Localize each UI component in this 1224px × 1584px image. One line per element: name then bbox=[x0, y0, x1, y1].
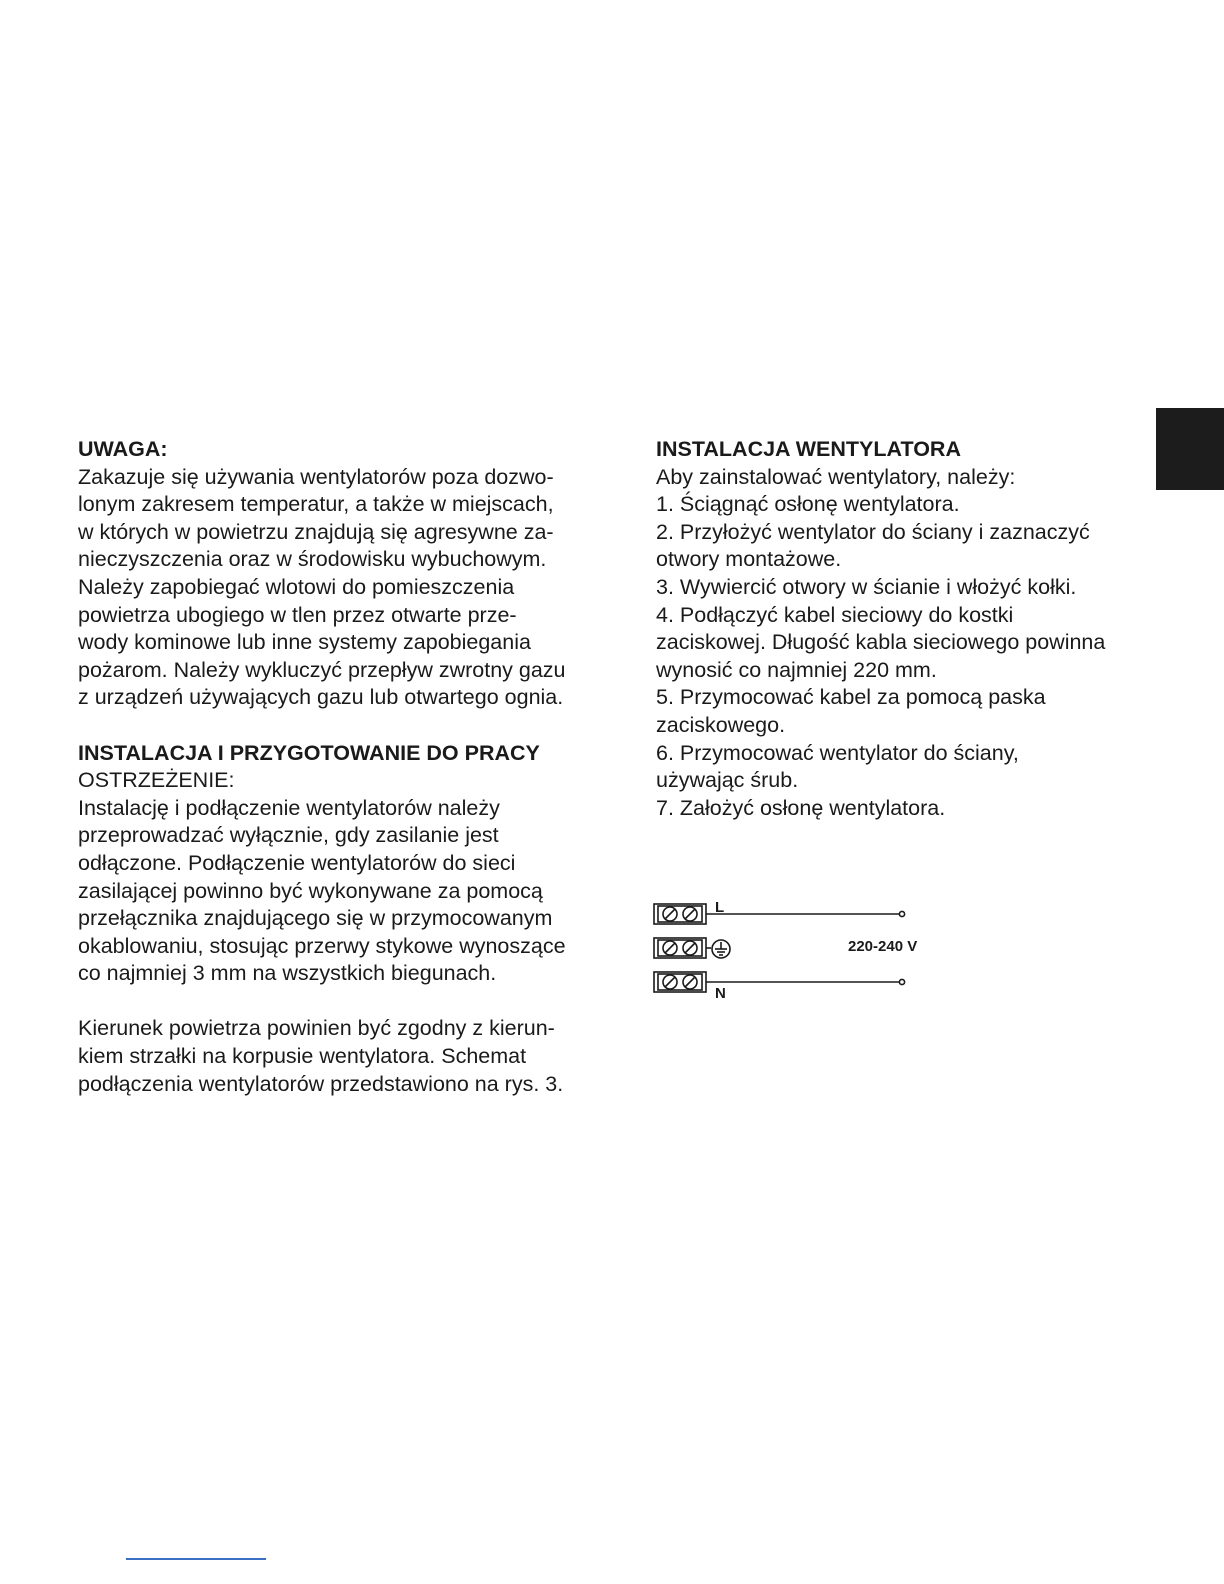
warning-line: Instalację i podłączenie wentylatorów należy bbox=[78, 795, 500, 820]
instruction-line: 3. Wywiercić otwory w ścianie i włożyć kołki. bbox=[656, 574, 1077, 599]
instruction-line: 4. Podłączyć kabel sieciowy do kostki bbox=[656, 602, 1014, 627]
terminal-ground bbox=[654, 938, 706, 958]
uwaga-line: wody kominowe lub inne systemy zapobiegania bbox=[78, 630, 531, 655]
ground-icon bbox=[706, 940, 730, 958]
left-column bbox=[78, 436, 623, 1098]
instruction-line: 1. Ściągnąć osłonę wentylatora. bbox=[656, 492, 960, 517]
uwaga-line: w których w powietrzu znajdują się agresywne za- bbox=[78, 519, 554, 544]
instruction-line: zaciskowej. Długość kabla sieciowego powinna bbox=[656, 630, 1106, 655]
uwaga-line: nieczyszczenia oraz w środowisku wybuchowym. bbox=[78, 547, 547, 572]
fan-install-heading: INSTALACJA WENTYLATORA bbox=[656, 437, 961, 461]
uwaga-line: Należy zapobiegać wlotowi do pomieszczenia bbox=[78, 574, 515, 599]
warning-line: odłączone. Podłączenie wentylatorów do sieci bbox=[78, 850, 516, 875]
warning-line: co najmniej 3 mm na wszystkich biegunach. bbox=[78, 961, 497, 986]
wire-n-end bbox=[899, 979, 904, 984]
uwaga-line: pożarom. Należy wykluczyć przepływ zwrotny gazu bbox=[78, 657, 566, 682]
instruction-line: 5. Przymocować kabel za pomocą paska bbox=[656, 685, 1046, 710]
instruction-line: 7. Założyć osłonę wentylatora. bbox=[656, 795, 946, 820]
airflow-line: podłączenia wentylatorów przedstawiono na rys. 3. bbox=[78, 1071, 564, 1096]
right-column bbox=[656, 436, 1176, 822]
instruction-line: używając śrub. bbox=[656, 768, 799, 793]
instruction-line: zaciskowego. bbox=[656, 712, 786, 737]
wire-l-end bbox=[899, 911, 904, 916]
warning-line: zasilającej powinno być wykonywane za pomocą bbox=[78, 878, 543, 903]
warning-line: przełącznika znajdującego się w przymocowanym bbox=[78, 906, 553, 931]
terminal-l bbox=[654, 904, 706, 924]
instruction-line: otwory montażowe. bbox=[656, 547, 842, 572]
instruction-line: Aby zainstalować wentylatory, należy: bbox=[656, 464, 1016, 489]
terminal-n bbox=[654, 972, 706, 992]
warning-line: przeprowadzać wyłącznie, gdy zasilanie jest bbox=[78, 823, 499, 848]
uwaga-line: lonym zakresem temperatur, a także w miejscach, bbox=[78, 492, 554, 517]
uwaga-line: powietrza ubogiego w tlen przez otwarte prze- bbox=[78, 602, 517, 627]
wiring-diagram-svg bbox=[648, 892, 938, 1007]
instruction-line: 2. Przyłożyć wentylator do ściany i zaznaczyć bbox=[656, 519, 1090, 544]
uwaga-line: z urządzeń używających gazu lub otwartego ognia. bbox=[78, 685, 564, 710]
voltage-label: 220-240 V bbox=[848, 938, 918, 955]
uwaga-line: Zakazuje się używania wentylatorów poza dozwo- bbox=[78, 464, 554, 489]
airflow-line: kiem strzałki na korpusie wentylatora. Schemat bbox=[78, 1044, 527, 1069]
label-l: L bbox=[715, 899, 725, 916]
uwaga-heading: UWAGA: bbox=[78, 437, 168, 461]
footer-link-underline bbox=[126, 1558, 266, 1560]
install-heading: INSTALACJA I PRZYGOTOWANIE DO PRACY bbox=[78, 740, 540, 765]
warning-line: okablowaniu, stosując przerwy stykowe wynoszące bbox=[78, 933, 566, 958]
label-n: N bbox=[715, 985, 726, 1002]
warning-label: OSTRZEŻENIE: bbox=[78, 768, 235, 793]
airflow-line: Kierunek powietrza powinien być zgodny z kierun- bbox=[78, 1016, 555, 1041]
instruction-line: 6. Przymocować wentylator do ściany, bbox=[656, 740, 1019, 765]
instruction-line: wynosić co najmniej 220 mm. bbox=[656, 657, 937, 682]
wiring-diagram bbox=[648, 892, 938, 1012]
